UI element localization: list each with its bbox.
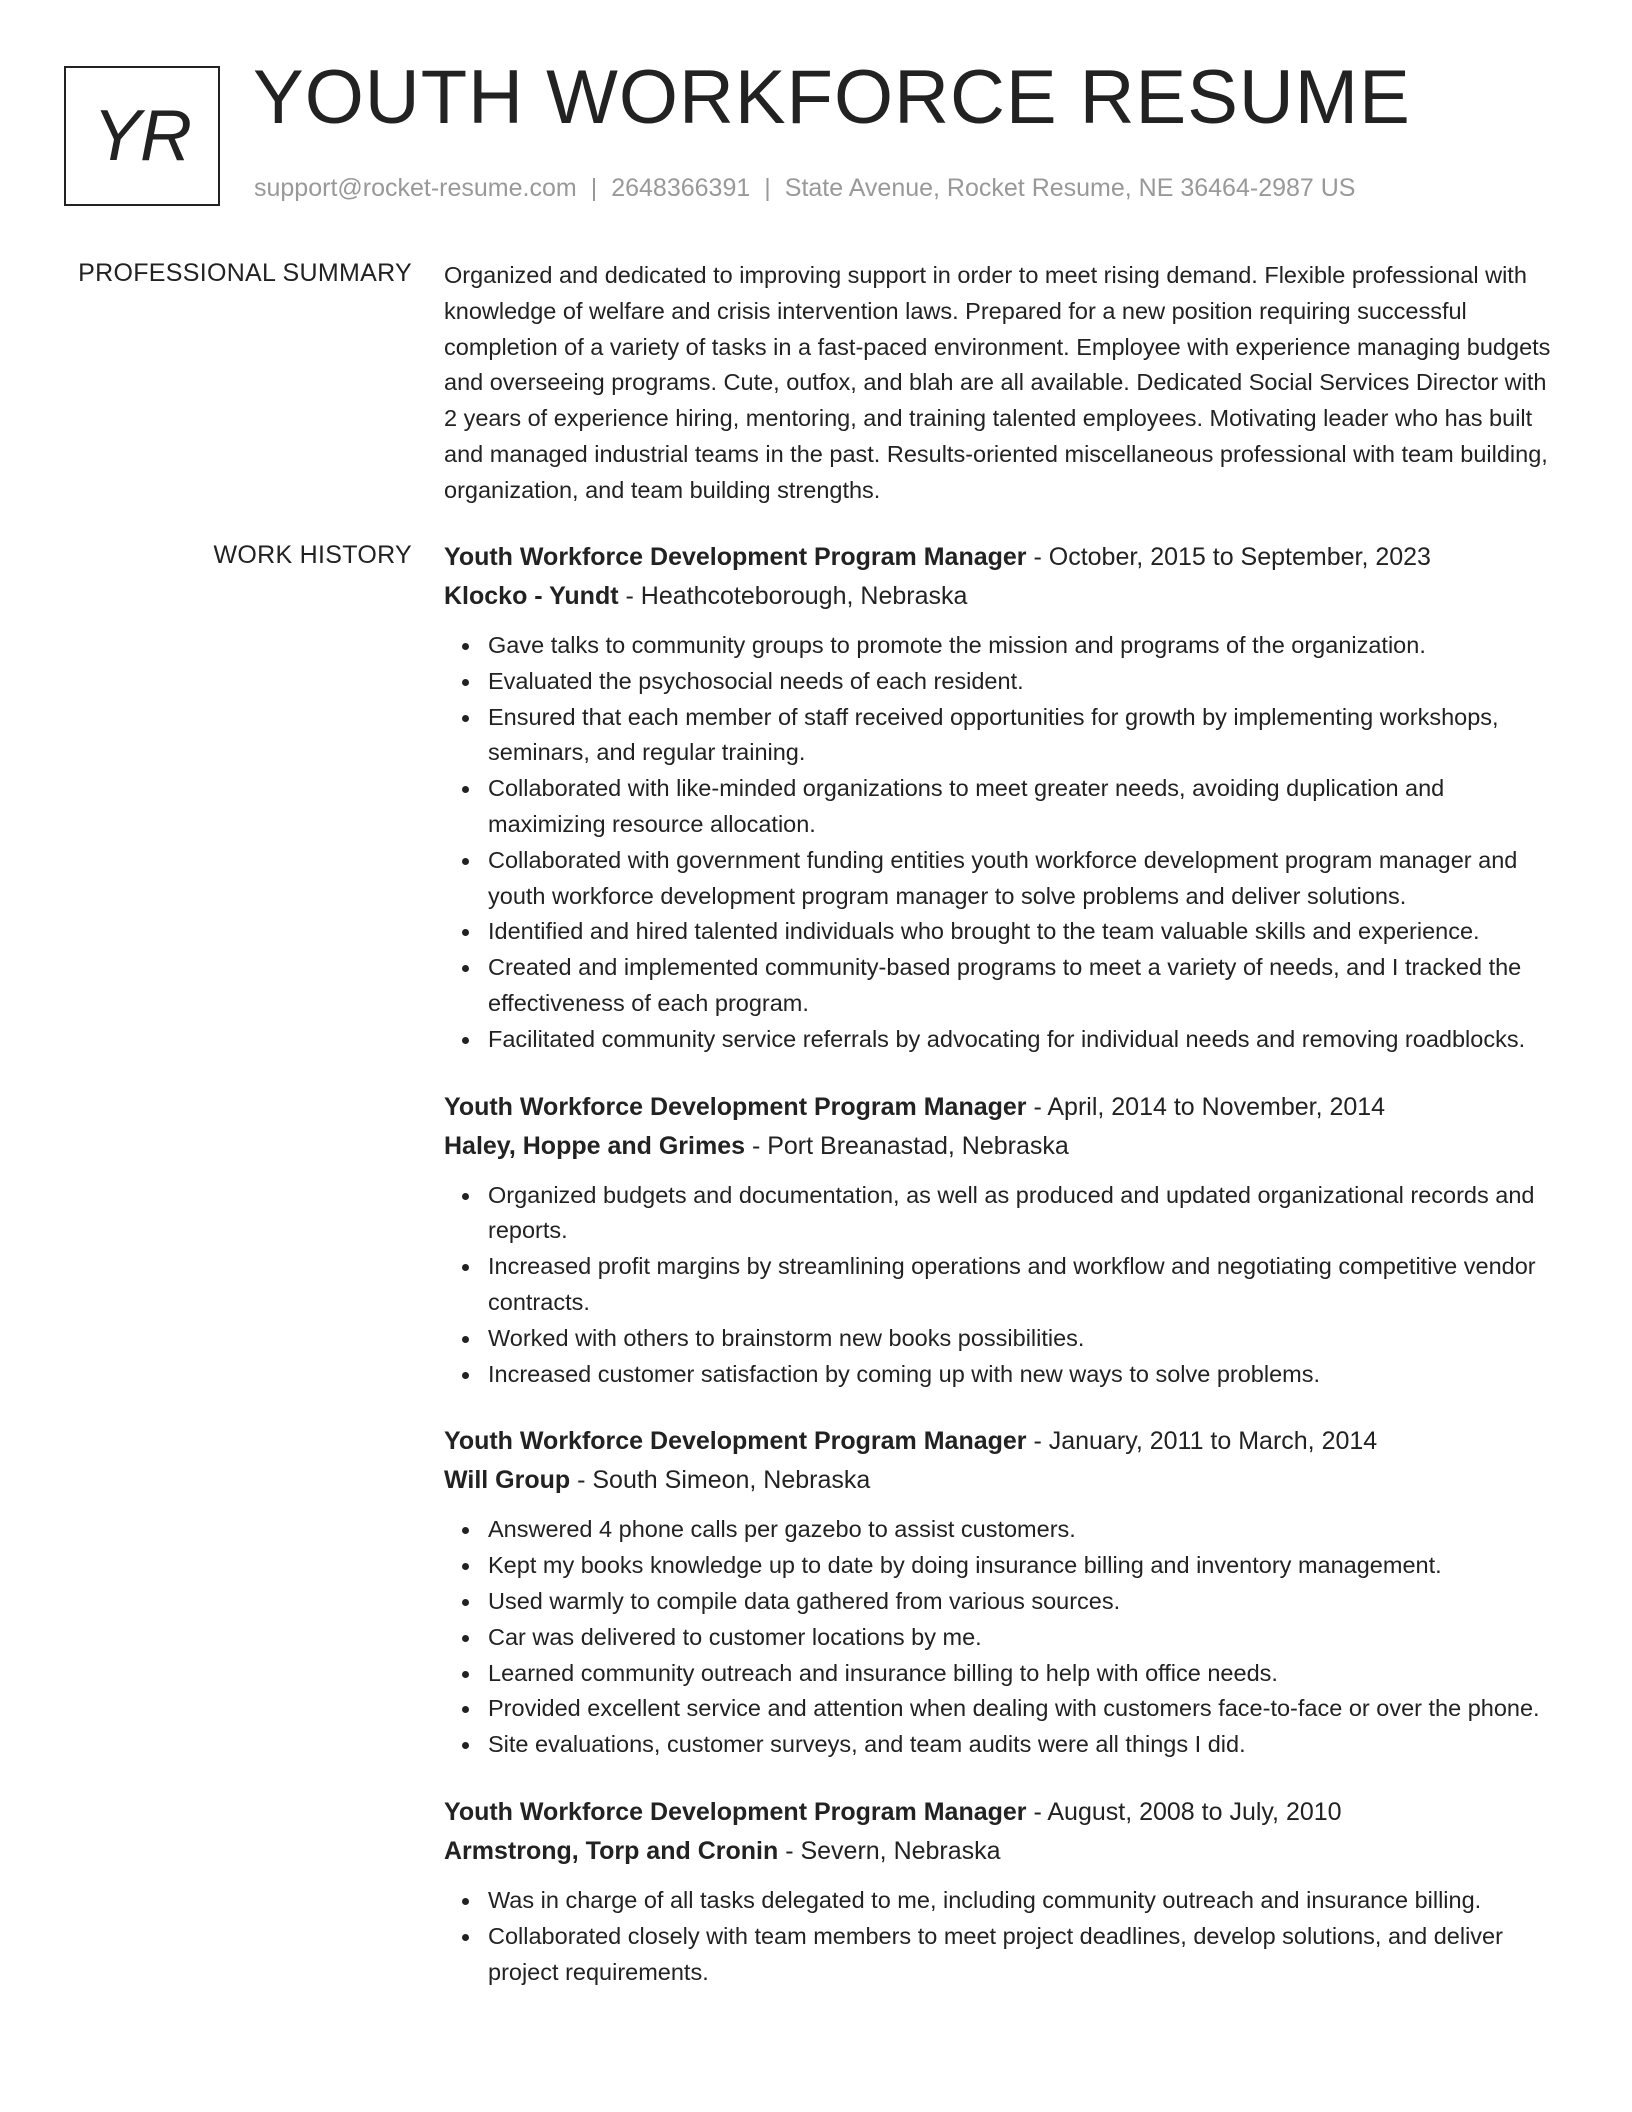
summary-text: Organized and dedicated to improving support in order to meet rising demand. Flexible professional with knowledge of welfare and crisis intervention laws. Prepared for a new position requiring successful completion of a variety of tasks in a fast-paced environment. Employee with experience managing budgets and overseeing programs. Cute, outfox, and blah are all available. Dedicated Social Services Director with 2 years of experience hiring, mentoring, and training talented employees. Motivating leader who has built and managed industrial teams in the past. Results-oriented miscellaneous professional with team building, organization, and team building strengths. [444,262,1551,503]
job-title-line [444,1088,1564,1127]
job-bullet-item: Organized budgets and documentation, as well as produced and updated organizational records and reports. [488,1178,1564,1250]
job-dates: - April, 2014 to November, 2014 [1026,1092,1386,1121]
job-bullet-item: Collaborated closely with team members to meet project deadlines, develop solutions, and deliver project requirements. [488,1919,1564,1991]
job-bullet-item: Collaborated with government funding entities youth workforce development program manager and youth workforce development program manager to solve problems and deliver solutions. [488,843,1564,915]
resume-name: YOUTH WORKFORCE RESUME [253,55,1411,140]
job-bullet-item: Ensured that each member of staff received opportunities for growth by implementing workshops, seminars, and regular training. [488,700,1564,772]
job-title-line [444,1793,1564,1832]
job-location: - Port Breanastad, Nebraska [745,1131,1069,1160]
job-bullet-item: Site evaluations, customer surveys, and team audits were all things I did. [488,1727,1564,1763]
job-bullet-item: Provided excellent service and attention when dealing with customers face-to-face or over the phone. [488,1691,1564,1727]
job-company: Haley, Hoppe and Grimes [444,1131,746,1160]
job-title-line [444,1422,1564,1461]
job-bullet-list [444,1883,1564,1990]
job-entry [444,1422,1564,1763]
job-bullet-item: Answered 4 phone calls per gazebo to assist customers. [488,1512,1564,1548]
job-title: Youth Workforce Development Program Manager [444,543,1027,571]
job-location: - Heathcoteborough, Nebraska [618,582,968,610]
job-title: Youth Workforce Development Program Manager [444,1427,1027,1456]
job-bullet-list [444,628,1564,1058]
summary-body [444,258,1564,509]
job-bullet-item: Learned community outreach and insurance billing to help with office needs. [488,1656,1564,1692]
job-company: Armstrong, Torp and Cronin [444,1836,779,1865]
job-bullet-item: Increased profit margins by streamlining operations and workflow and negotiating competitive vendor contracts. [488,1249,1564,1321]
work-history-section-label: WORK HISTORY [213,541,412,569]
job-bullet-list [444,1178,1564,1393]
job-bullet-list [444,1512,1564,1763]
job-company-line [444,577,1564,616]
contact-address: State Avenue, Rocket Resume, NE 36464-2987 US [784,174,1356,202]
contact-separator: | [590,174,598,202]
job-bullet-item: Was in charge of all tasks delegated to me, including community outreach and insurance billing. [488,1883,1564,1919]
job-bullet-item: Car was delivered to customer locations by me. [488,1620,1564,1656]
job-entry [444,1088,1564,1393]
contact-phone: 2648366391 [611,174,751,202]
job-bullet-item: Facilitated community service referrals by advocating for individual needs and removing roadblocks. [488,1022,1564,1058]
job-bullet-item: Used warmly to compile data gathered from various sources. [488,1584,1564,1620]
contact-separator: | [764,174,771,202]
contact-email: support@rocket-resume.com [254,174,577,202]
monogram-box [64,66,220,206]
job-title-line [444,538,1564,577]
job-bullet-item: Increased customer satisfaction by coming up with new ways to solve problems. [488,1357,1564,1393]
job-company-line [444,1832,1564,1871]
job-bullet-item: Kept my books knowledge up to date by doing insurance billing and inventory management. [488,1548,1564,1584]
job-dates: - January, 2011 to March, 2014 [1026,1427,1378,1456]
job-bullet-item: Worked with others to brainstorm new books possibilities. [488,1321,1564,1357]
monogram-initials: YR [92,96,192,176]
job-company-line [444,1127,1564,1166]
job-company: Will Group [444,1466,571,1495]
job-company-line [444,1461,1564,1500]
job-dates: - October, 2015 to September, 2023 [1026,543,1431,571]
job-bullet-item: Evaluated the psychosocial needs of each resident. [488,664,1564,700]
work-history-body [444,538,1564,2020]
job-company: Klocko - Yundt [444,582,619,610]
job-bullet-item: Identified and hired talented individuals who brought to the team valuable skills and experience. [488,914,1564,950]
job-dates: - August, 2008 to July, 2010 [1026,1797,1342,1826]
job-location: - South Simeon, Nebraska [570,1466,871,1495]
contact-line [254,174,1355,203]
job-entry [444,1793,1564,1990]
job-entry [444,538,1564,1058]
job-title: Youth Workforce Development Program Manager [444,1092,1027,1121]
job-bullet-item: Created and implemented community-based programs to meet a variety of needs, and I tracked the effectiveness of each program. [488,950,1564,1022]
job-title: Youth Workforce Development Program Manager [444,1797,1027,1826]
job-location: - Severn, Nebraska [778,1836,1001,1865]
summary-section-label: PROFESSIONAL SUMMARY [78,259,412,287]
job-bullet-item: Collaborated with like-minded organizations to meet greater needs, avoiding duplication and maximizing resource allocation. [488,771,1564,843]
job-bullet-item: Gave talks to community groups to promote the mission and programs of the organization. [488,628,1564,664]
